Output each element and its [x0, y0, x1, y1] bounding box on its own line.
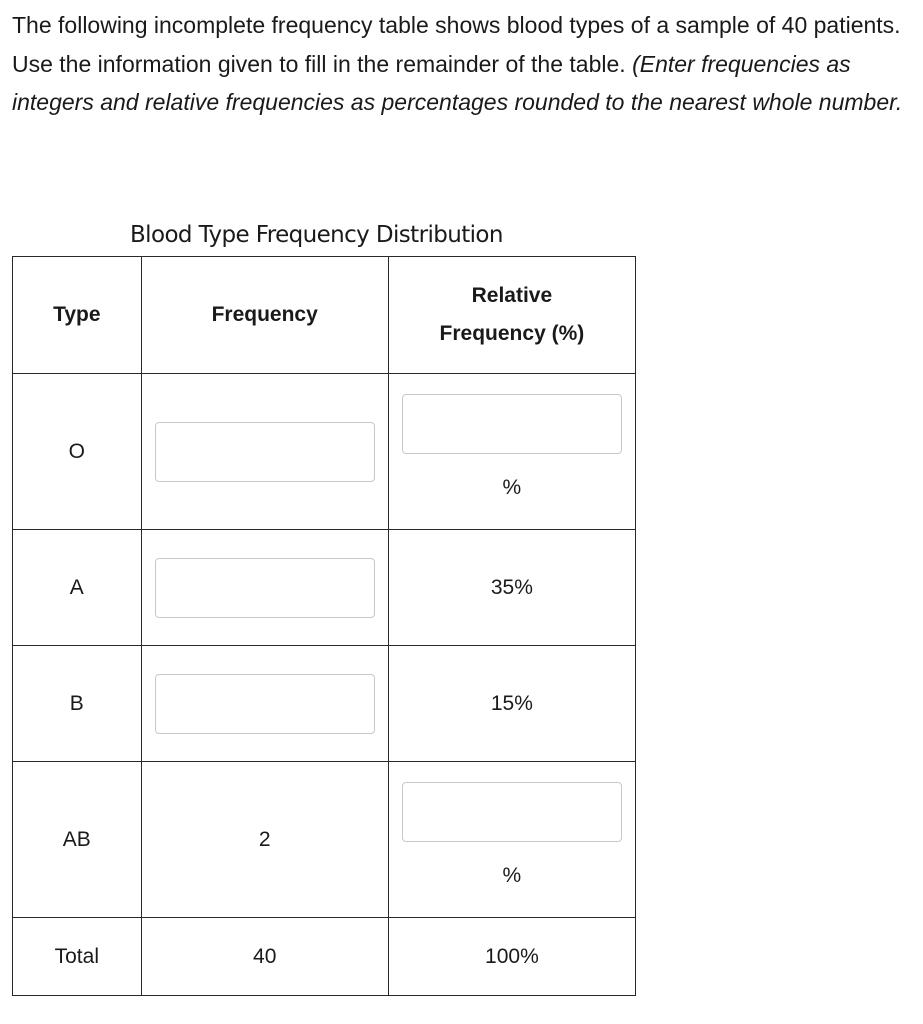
- frequency-input-o[interactable]: [155, 422, 375, 482]
- table-row: [13, 762, 636, 918]
- relative-input-ab[interactable]: [402, 782, 622, 842]
- table-row: [13, 374, 636, 530]
- percent-suffix: %: [502, 476, 522, 499]
- header-relative-frequency: [388, 257, 635, 374]
- relative-cell: 100%: [388, 918, 635, 996]
- header-relative-line2: Frequency (%): [439, 322, 585, 345]
- relative-cell: 15%: [388, 646, 635, 762]
- frequency-cell: [141, 530, 388, 646]
- table-header-row: [13, 257, 636, 374]
- frequency-input-b[interactable]: [155, 674, 375, 734]
- relative-cell: 35%: [388, 530, 635, 646]
- type-cell: Total: [13, 918, 142, 996]
- instructions-note: (Enter frequencies as integers and relative frequencies as percentages rounded to the nearest whole number.: [12, 50, 903, 115]
- percent-suffix: %: [502, 864, 522, 887]
- relative-cell: [388, 374, 635, 530]
- frequency-table: [12, 256, 636, 996]
- frequency-input-a[interactable]: [155, 558, 375, 618]
- type-cell: O: [13, 374, 142, 530]
- instructions-text: The following incomplete frequency table shows blood types of a sample of 40 patients. Use the information given to fill in the remainder of the table.: [12, 12, 901, 77]
- header-type: Type: [13, 257, 142, 374]
- table-caption: Blood Type Frequency Distribution: [130, 222, 503, 248]
- frequency-cell: 2: [141, 762, 388, 918]
- type-cell: B: [13, 646, 142, 762]
- type-cell: A: [13, 530, 142, 646]
- relative-cell: [388, 762, 635, 918]
- instructions: [12, 6, 917, 122]
- relative-input-o[interactable]: [402, 394, 622, 454]
- frequency-cell: 40: [141, 918, 388, 996]
- type-cell: AB: [13, 762, 142, 918]
- table-row: [13, 646, 636, 762]
- table-row: [13, 530, 636, 646]
- table-row-total: [13, 918, 636, 996]
- header-relative-line1: Relative: [471, 284, 553, 307]
- header-frequency: Frequency: [141, 257, 388, 374]
- frequency-cell: [141, 374, 388, 530]
- frequency-cell: [141, 646, 388, 762]
